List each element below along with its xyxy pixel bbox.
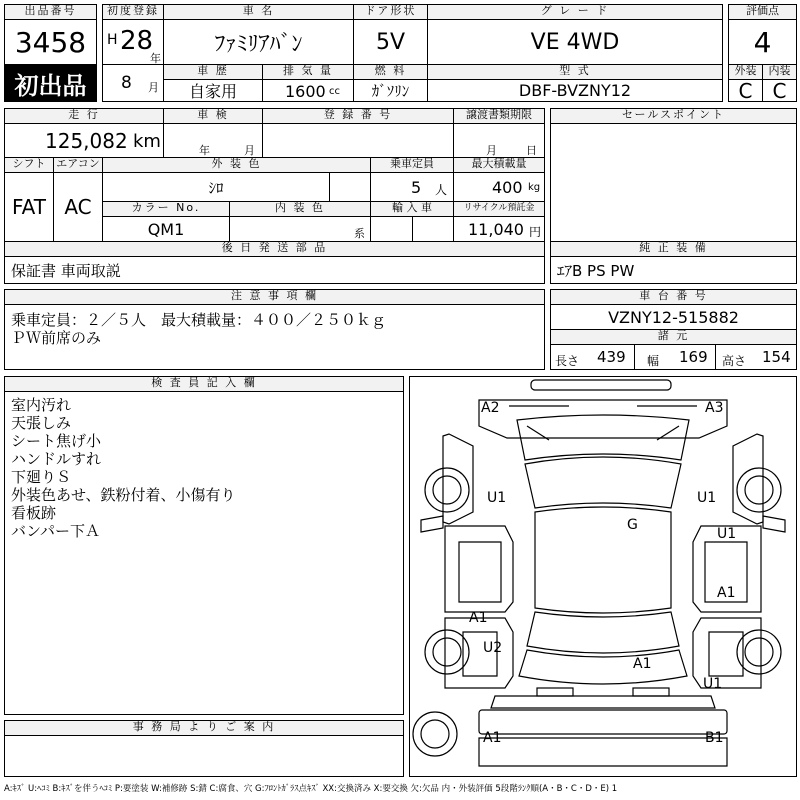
door-label: ドア形状 [353, 4, 428, 20]
displacement-unit: cc [329, 86, 340, 97]
mileage-label: 走 行 [4, 108, 164, 124]
ac-value: AC [53, 172, 103, 242]
damage-code: B1 [705, 730, 724, 746]
inspector-label: 検 査 員 記 入 欄 [4, 376, 404, 392]
damage-code: A1 [483, 730, 502, 746]
plate-value [262, 123, 454, 158]
lot-number: 3458 [4, 19, 97, 65]
inspection-month-unit: 月 [244, 144, 255, 157]
import-label: 輸 入 車 [370, 201, 454, 217]
exterior-color-value: ｼﾛ [102, 172, 330, 202]
lot-number-label: 出品番号 [4, 4, 97, 20]
notes-label: 注 意 事 項 欄 [4, 289, 545, 305]
registration-era: H [107, 32, 118, 48]
width-label: 幅 [647, 354, 660, 368]
first-registration-year [102, 19, 164, 65]
model-value: DBF-BVZNY12 [427, 79, 723, 102]
inspector-line: バンパー下Ａ [11, 522, 100, 540]
mileage-unit: km [133, 131, 161, 152]
registration-month-unit: 月 [148, 81, 159, 94]
dimensions-label: 諸 元 [550, 329, 797, 345]
width-cell [634, 344, 716, 370]
damage-code: U1 [697, 490, 717, 506]
score-value: 4 [728, 19, 797, 65]
recycle-number: 11,040 [468, 220, 524, 239]
interior-color-label: 内 装 色 [229, 201, 371, 217]
damage-code: U1 [717, 526, 737, 542]
office-label: 事 務 局 よ り ご 案 内 [4, 720, 404, 736]
max-load-label: 最大積載量 [453, 157, 545, 173]
seats-value [370, 172, 454, 202]
inspector-line: ハンドルすれ [11, 450, 102, 468]
damage-code: U1 [703, 676, 723, 692]
interior-color-unit: 系 [354, 227, 365, 240]
first-listing-badge: 初出品 [4, 64, 97, 102]
damage-code: A3 [705, 400, 724, 416]
documents-month-unit: 月 [486, 144, 497, 157]
inspection-label: 車 検 [163, 108, 263, 124]
recycle-value [453, 216, 545, 242]
seats-number: 5 [411, 178, 422, 197]
height-label: 高さ [722, 354, 747, 368]
displacement-value [262, 79, 354, 102]
import-value-right [412, 216, 454, 242]
notes-body [4, 304, 545, 370]
seats-unit: 人 [435, 183, 448, 197]
notes-line: ＰＷ前席のみ [11, 329, 102, 347]
chassis-label: 車 台 番 号 [550, 289, 797, 305]
shift-value: FAT [4, 172, 54, 242]
exterior-color-extra [329, 172, 371, 202]
inspection-value [163, 123, 263, 158]
max-load-unit: kg [528, 182, 541, 193]
chassis-number: VZNY12-515882 [550, 304, 797, 330]
grade-value: VE 4WD [427, 19, 723, 65]
inspector-line: 室内汚れ [11, 396, 72, 414]
import-value-left [370, 216, 413, 242]
interior-grade-value: C [762, 79, 797, 102]
documents-value [453, 123, 545, 158]
damage-code: A1 [633, 656, 652, 672]
max-load-number: 400 [492, 178, 523, 197]
inspector-line: 天張しみ [11, 414, 72, 432]
width-value: 169 [679, 348, 708, 366]
exterior-color-label: 外 装 色 [102, 157, 371, 173]
length-cell [550, 344, 635, 370]
height-value: 154 [762, 348, 791, 366]
damage-code: U2 [483, 640, 503, 656]
exterior-grade-label: 外装 [728, 64, 763, 80]
history-value: 自家用 [163, 79, 263, 102]
ac-label: エアコン [53, 157, 103, 173]
equipment-value: ｴｱB PS PW [550, 256, 797, 284]
inspection-year-unit: 年 [199, 144, 210, 157]
door-value: 5V [353, 19, 428, 65]
equipment-label: 純 正 装 備 [550, 241, 797, 257]
plate-label: 登 録 番 号 [262, 108, 454, 124]
shift-label: シフト [4, 157, 54, 173]
exterior-grade-value: C [728, 79, 763, 102]
car-name: ﾌｧﾐﾘｱﾊﾞﾝ [163, 19, 354, 65]
seats-label: 乗車定員 [370, 157, 454, 173]
model-label: 型 式 [427, 64, 723, 80]
documents-label: 譲渡書類期限 [453, 108, 545, 124]
first-registration-label: 初度登録 [102, 4, 164, 20]
max-load-value [453, 172, 545, 202]
car-diagram [409, 376, 797, 777]
inspector-body [4, 391, 404, 715]
fuel-label: 燃 料 [353, 64, 428, 80]
fuel-value: ｶﾞｿﾘﾝ [353, 79, 428, 102]
score-label: 評価点 [728, 4, 797, 20]
inspector-line: 下廻りＳ [11, 468, 72, 486]
interior-grade-label: 内装 [762, 64, 797, 80]
registration-year-value: 28 [120, 26, 154, 56]
mileage-number: 125,082 [45, 129, 128, 153]
first-registration-month [102, 64, 164, 102]
office-body [4, 735, 404, 777]
displacement-number: 1600 [285, 82, 326, 101]
inspector-line: 外装色あせ、鉄粉付着、小傷有り [11, 486, 236, 504]
sales-points-label: セールスポイント [550, 108, 797, 124]
color-number-label: カラー No. [102, 201, 230, 217]
inspector-line: 看板跡 [11, 504, 57, 522]
damage-code: A1 [469, 610, 488, 626]
later-parts-value: 保証書 車両取説 [4, 256, 545, 284]
height-cell [715, 344, 797, 370]
damage-code: A2 [481, 400, 500, 416]
documents-day-unit: 日 [526, 144, 537, 157]
registration-year-unit: 年 [150, 52, 161, 65]
later-parts-label: 後 日 発 送 部 品 [4, 241, 545, 257]
car-name-label: 車 名 [163, 4, 354, 20]
damage-code: G [627, 517, 638, 533]
inspector-line: シート焦げ小 [11, 432, 102, 450]
length-label: 長さ [555, 354, 580, 368]
mileage-value [4, 123, 164, 158]
damage-code: U1 [487, 490, 507, 506]
length-value: 439 [597, 348, 626, 366]
notes-line: 乗車定員：２／５人 最大積載量：４００／２５０ｋｇ [11, 311, 387, 329]
displacement-label: 排 気 量 [262, 64, 354, 80]
damage-code: A1 [717, 585, 736, 601]
sales-points-value [550, 123, 797, 242]
recycle-label: リサイクル預託金 [453, 201, 545, 217]
history-label: 車 歴 [163, 64, 263, 80]
color-number-value: QM1 [102, 216, 230, 242]
interior-color-value [229, 216, 371, 242]
grade-label: グ レ ー ド [427, 4, 723, 20]
registration-month-value: 8 [121, 73, 132, 93]
recycle-unit: 円 [529, 225, 542, 239]
legend-text: A:ｷｽﾞ U:ﾍｺﾐ B:ｷｽﾞを伴うﾍｺﾐ P:要塗装 W:補修跡 S:錆 C:腐食、穴 G:ﾌﾛﾝﾄｶﾞﾗｽ点ｷｽﾞ XX:交換済み X:要交換 欠:欠品 内・外装評価 5段階ﾗﾝｸ順(A・B・C・D・E) 1 [4, 784, 618, 794]
